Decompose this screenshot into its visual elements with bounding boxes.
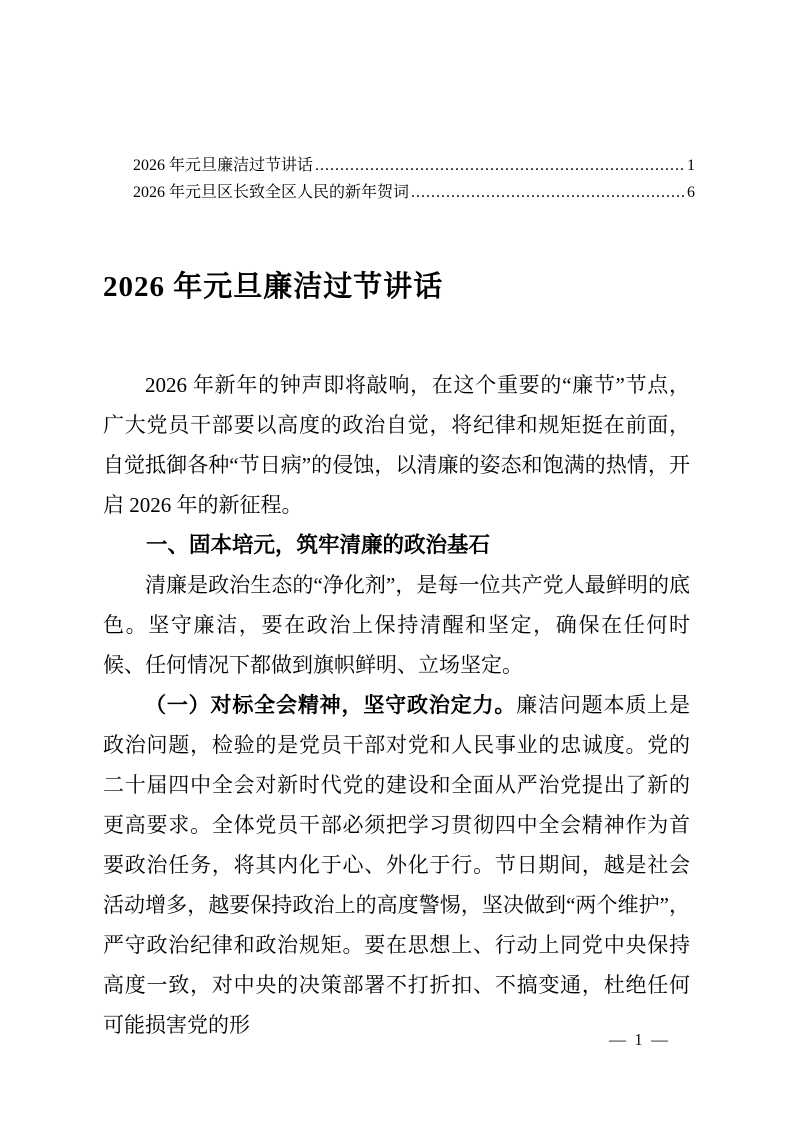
paragraph-body-text: 廉洁问题本质上是政治问题，检验的是党员干部对党和人民事业的忠诚度。党的二十届四中全会对新时代党的建设和全面从严治党提出了新的更高要求。全体党员干部必须把学习贯彻四中全会精神作为首要政治任务，将其内化于心、外化于行。节日期间，越是社会活动增多，越要保持政治上的高度警惕，坚决做到“两个维护”，严守政治纪律和政治规矩。要在思想上、行动上同党中央保持高度一致，对中央的决策部署不打折扣、不搞变通，杜绝任何可能损害党的形 — [103, 693, 691, 1037]
paragraph: 清廉是政治生态的“净化剂”，是每一位共产党人最鲜明的底色。坚守廉洁，要在政治上保持清醒和坚定，确保在任何时候、任何情况下都做到旗帜鲜明、立场坚定。 — [103, 573, 690, 677]
paragraph — [103, 685, 690, 1045]
document-body — [103, 365, 690, 1045]
page-number: — 1 — — [609, 1030, 670, 1049]
toc-dotted-leader — [315, 152, 685, 179]
toc-entry-page-number: 6 — [687, 184, 695, 201]
toc-entry-title[interactable]: 2026 年元旦区长致全区人民的新年贺词 — [133, 184, 410, 201]
toc-dotted-leader — [411, 179, 685, 206]
toc-entry[interactable] — [133, 152, 695, 179]
paragraph-lead-bold: （一）对标全会精神，坚守政治定力。 — [145, 693, 517, 717]
paragraph-intro: 2026 年新年的钟声即将敲响，在这个重要的“廉节”节点，广大党员干部要以高度的政治自觉，将纪律和规矩挺在前面，自觉抵御各种“节日病”的侵蚀，以清廉的姿态和饱满的热情，开启 2026 年的新征程。 — [103, 373, 690, 517]
toc-entry-title[interactable]: 2026 年元旦廉洁过节讲话 — [133, 157, 314, 174]
section-heading: 一、固本培元，筑牢清廉的政治基石 — [146, 533, 491, 557]
table-of-contents — [133, 152, 695, 206]
document-title: 2026 年元旦廉洁过节讲话 — [103, 271, 444, 303]
toc-entry-page-number: 1 — [687, 157, 695, 174]
toc-entry[interactable] — [133, 179, 695, 206]
